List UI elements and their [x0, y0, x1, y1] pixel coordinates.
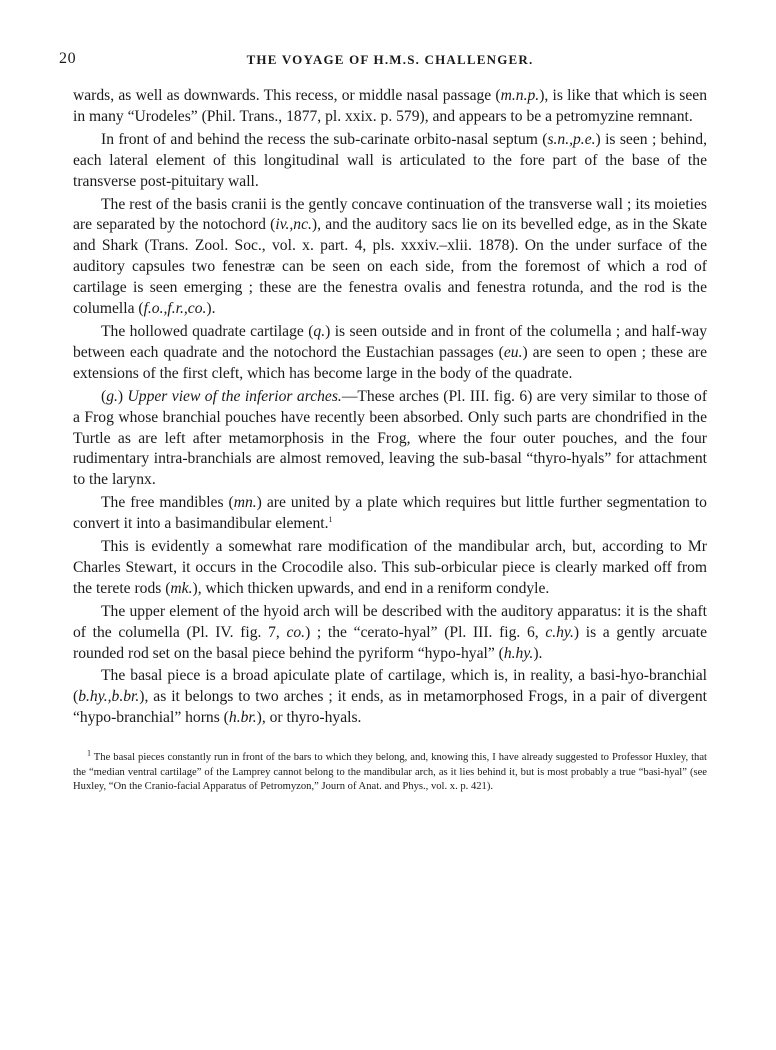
- footnote-text: The basal pieces constantly run in front of the bars to which they belong, and, knowing this, I have already suggested to Professor Huxley, that the “median ventral cartilage” of the Lamprey cannot belong to the mandibular arch, as it lies behind it, but is most probably a true “basi-hyal” (see Huxley, “On the Cranio-facial Apparatus of Petromyzon,” Journ of Anat. and Phys., vol. x. p. 421).: [73, 752, 707, 793]
- paragraph-mandibular-arch: This is evidently a somewhat rare modification of the mandibular arch, but, according to Mr Charles Stewart, it occurs in the Crocodile also. This sub-orbicular piece is clearly marked off from the terete rods (mk.), which thicken upwards, and end in a reniform condyle.: [73, 538, 707, 597]
- paragraph-quadrate-cartilage: The hollowed quadrate cartilage (q.) is seen outside and in front of the columella ; and half-way between each quadrate and the notochord the Eustachian passages (eu.) are seen to open ; these are extensions of the first cleft, which has become large in the body of the quadrate.: [73, 322, 707, 382]
- body-text: [73, 86, 707, 729]
- running-title: THE VOYAGE OF H.M.S. CHALLENGER.: [246, 52, 534, 67]
- book-page: [59, 50, 708, 795]
- paragraph-basis-cranii: The rest of the basis cranii is the gently concave continuation of the transverse wall ; its moieties are separated by the notochord (iv.,nc.), and the auditory sacs lie on its bevelled edge, as in the Skate and Shark (Trans. Zool. Soc., vol. x. part. 4, pls. xxxiv.–xlii. 1878). On the under surface of the auditory capsules two fenestræ can be seen on each side, from the foremost of which a rod of cartilage is seen emerging ; these are the fenestra ovalis and fenestra rotunda, and the rod is the columella (f.o.,f.r.,co.).: [73, 195, 707, 318]
- footnote-marker: 1: [87, 748, 91, 758]
- paragraph-orbito-nasal-septum: In front of and behind the recess the sub-carinate orbito-nasal septum (s.n.,p.e.) is seen ; behind, each lateral element of this longitudinal wall is articulated to the fore part of the base of the transverse post-pituitary wall.: [73, 130, 707, 190]
- running-head: [59, 50, 707, 72]
- page-number: 20: [59, 50, 77, 67]
- footnote-reference: 1: [328, 514, 333, 524]
- footnote: [73, 748, 707, 795]
- paragraph-hyoid-arch: The upper element of the hyoid arch will be described with the auditory apparatus: it is the shaft of the columella (Pl. IV. fig. 7, co.) ; the “cerato-hyal” (Pl. III. fig. 6, c.hy.) is a gently arcuate rounded rod set on the basal piece behind the pyriform “hypo-hyal” (h.hy.).: [73, 602, 707, 662]
- paragraph-inferior-arches: (g.) Upper view of the inferior arches.—These arches (Pl. III. fig. 6) are very similar to those of a Frog whose branchial pouches have recently been absorbed. Only such parts are chondrified in the Turtle as are left after metamorphosis in the Frog, where the four outer pouches, and the four rudimentary intra-branchials are almost removed, leaving the sub-basal “thyro-hyals” for attachment to the larynx.: [73, 387, 708, 489]
- section-heading-upper-view: Upper view of the inferior arches.: [127, 387, 342, 405]
- paragraph-middle-nasal-passage: wards, as well as downwards. This recess, or middle nasal passage (m.n.p.), is like that which is seen in many “Urodeles” (Phil. Trans., 1877, pl. xxix. p. 579), and appears to be a petromyzine remnant.: [73, 87, 707, 125]
- footnotes: [73, 748, 707, 795]
- paragraph-basal-piece: The basal piece is a broad apiculate plate of cartilage, which is, in reality, a basi-hyo-branchial (b.hy.,b.br.), as it belongs to two arches ; it ends, as in metamorphosed Frogs, in a pair of divergent “hypo-branchial” horns (h.br.), or thyro-hyals.: [73, 667, 707, 727]
- paragraph-free-mandibles: The free mandibles (mn.) are united by a plate which requires but little further segmentation to convert it into a basimandibular element.$^1$: [73, 494, 707, 533]
